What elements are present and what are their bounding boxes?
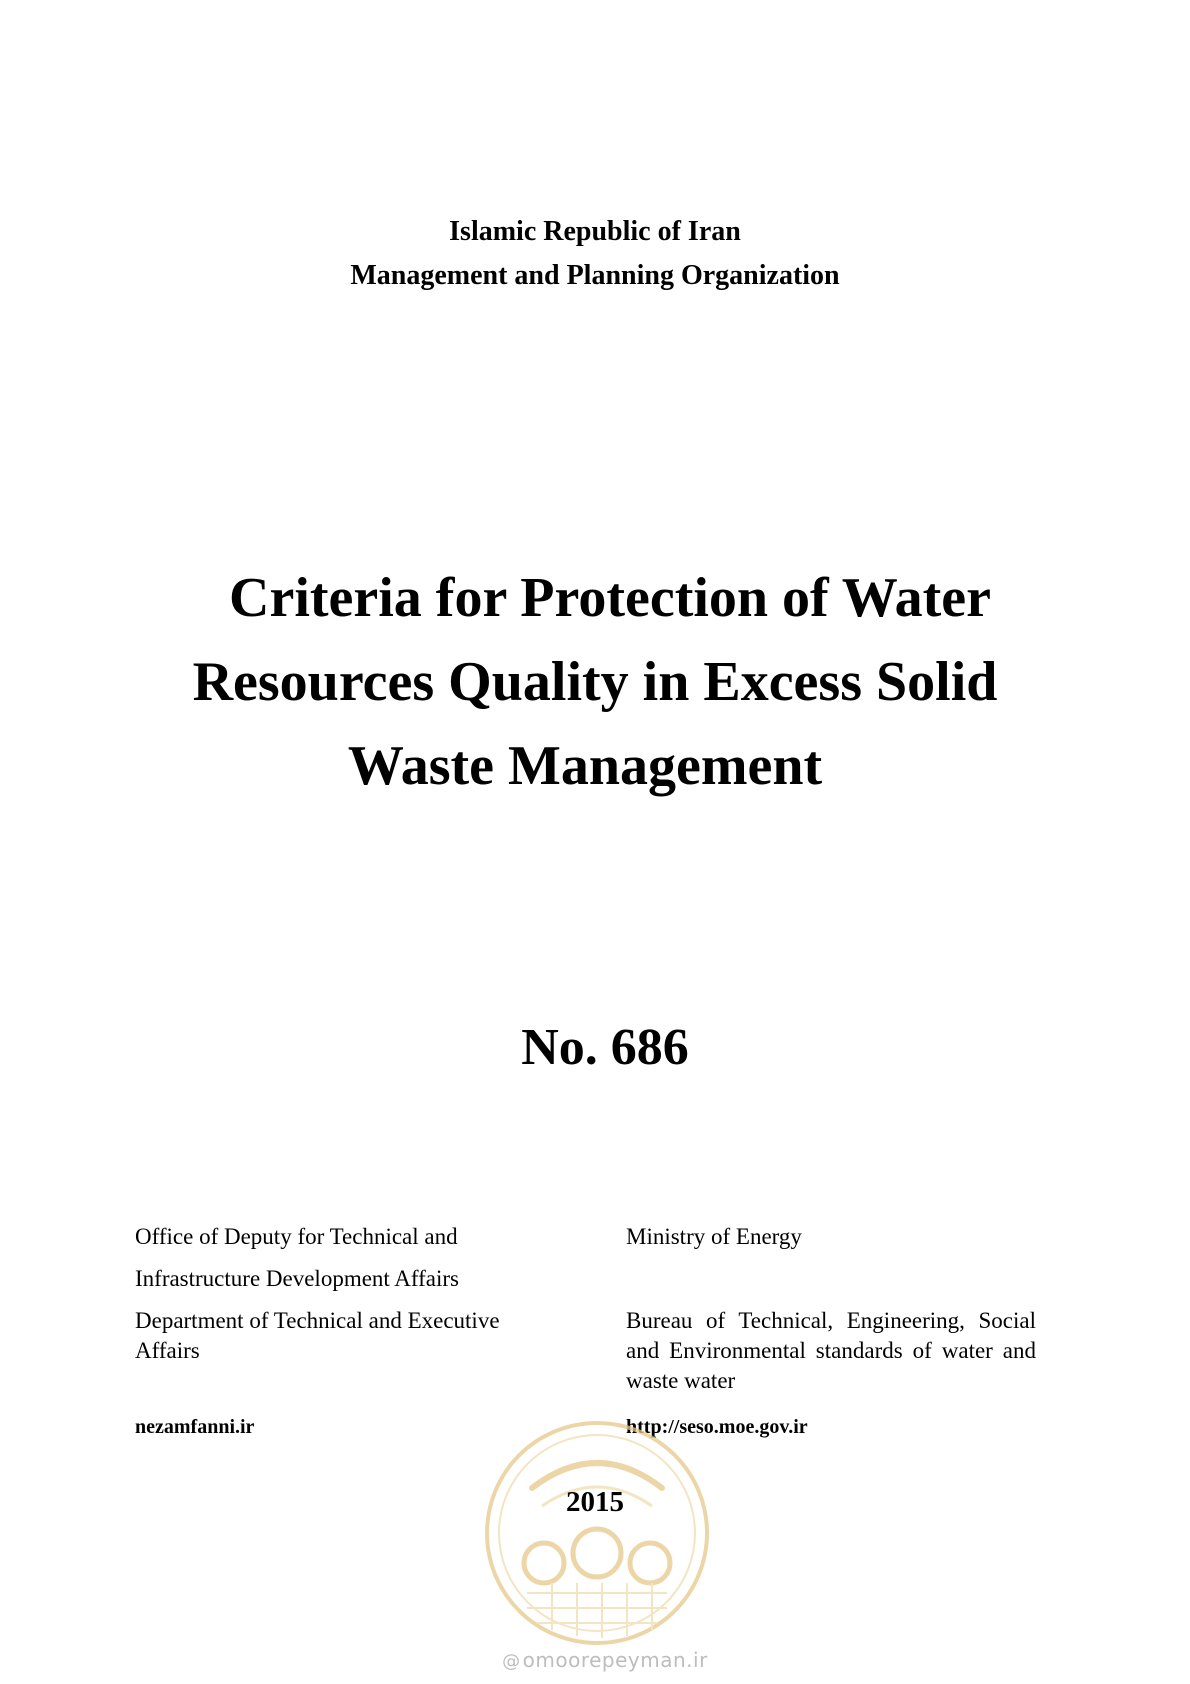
left-office-line-2: Infrastructure Development Affairs: [135, 1266, 460, 1291]
title-line-3: Waste Management: [347, 735, 823, 797]
watermark-seal-icon: [482, 1418, 712, 1648]
right-website-link[interactable]: http://seso.moe.gov.ir: [626, 1416, 808, 1438]
organization-name: Management and Planning Organization: [350, 260, 840, 291]
watermark-site: [0, 1648, 1190, 1672]
issuing-organization-header: [0, 210, 1190, 298]
bureau-name: Bureau of Technical, Engineering, Social and Environmental standards of water and waste water: [626, 1308, 1036, 1393]
ministry-name: Ministry of Energy: [626, 1224, 802, 1249]
country-name: Islamic Republic of Iran: [449, 216, 741, 247]
title-line-2: Resources Quality in Excess Solid: [192, 651, 998, 713]
document-number: No. 686: [521, 1019, 689, 1076]
left-office-line-1: Office of Deputy for Technical and: [135, 1224, 458, 1249]
document-title: [0, 556, 1190, 808]
title-line-1: Criteria for Protection of Water: [229, 567, 991, 629]
left-website-link[interactable]: nezamfanni.ir: [135, 1416, 255, 1438]
left-department: Department of Technical and Executive Affairs: [135, 1308, 500, 1363]
watermark-site-text: omoorepeyman.ir: [522, 1648, 708, 1672]
publication-year: 2015: [566, 1486, 624, 1518]
at-sign-icon: @: [502, 1651, 521, 1672]
